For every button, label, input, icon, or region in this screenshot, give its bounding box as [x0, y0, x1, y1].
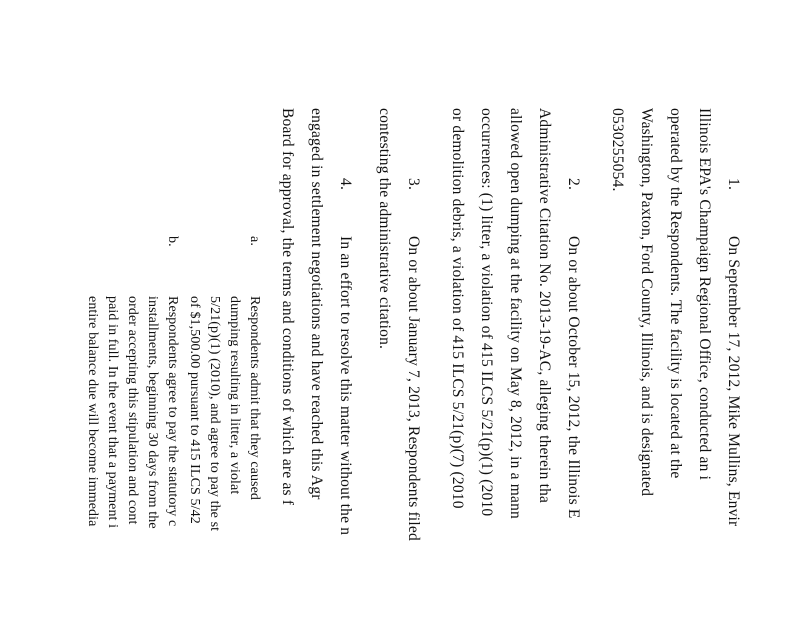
paragraph-2-line: Administrative Citation No. 2013-19-AC, alleging therein tha	[536, 108, 553, 504]
paragraph-1-line: Illinois EPA's Champaign Regional Office, conducted an i	[696, 108, 713, 481]
subparagraph-a-line: dumping resulting in litter, a violat	[227, 296, 242, 495]
subparagraph-b-line: installments, beginning 30 days from the	[145, 296, 160, 529]
subparagraph-b-line: Respondents agree to pay the statutory c	[165, 296, 180, 527]
paragraph-3-line: On or about January 7, 2013, Respondents filed	[405, 236, 422, 541]
subparagraph-b-line: paid in full. In the event that a payment i	[105, 296, 120, 529]
paragraph-4-line: In an effort to resolve this matter without the n	[337, 236, 354, 536]
subparagraph-a-line: Respondents admit that they caused	[247, 296, 262, 501]
paragraph-2-number: 2.	[565, 178, 582, 191]
paragraph-1-number: 1.	[725, 178, 742, 191]
paragraph-1-line: operated by the Respondents. The facility is located at the	[667, 108, 684, 479]
paragraph-4-number: 4.	[337, 178, 354, 191]
paragraph-1-line: 0530255054.	[609, 108, 626, 192]
paragraph-2-line: On or about October 15, 2012, the Illinois E	[565, 236, 582, 519]
subparagraph-b-line: order accepting this stipulation and cont	[125, 296, 140, 525]
paragraph-2-line: or demolition debris, a violation of 415 ILCS 5/21(p)(7) (2010	[449, 108, 466, 509]
paragraph-1-line: Washington, Paxton, Ford County, Illinois, and is designated	[638, 108, 655, 497]
paragraph-2-line: occurrences: (1) litter, a violation of 415 ILCS 5/21(p)(1) (2010	[478, 108, 495, 517]
paragraph-2-line: allowed open dumping at the facility on May 8, 2012, in a mann	[507, 108, 524, 520]
subparagraph-a-line: 5/21(p)(1) (2010), and agree to pay the st	[207, 296, 222, 532]
paragraph-3-number: 3.	[405, 178, 422, 191]
paragraph-3-line: contesting the administrative citation.	[376, 108, 393, 350]
paragraph-1-line: On September 17, 2012, Mike Mullins, Envir	[725, 236, 742, 527]
subparagraph-a-line: of $1,500.00 pursuant to 415 ILCS 5/42	[187, 296, 202, 524]
subparagraph-a-letter: a.	[247, 236, 262, 246]
subparagraph-b-line: entire balance due will become immedia	[85, 296, 100, 527]
paragraph-4-line: engaged in settlement negotiations and have reached this Agr	[308, 108, 325, 500]
paragraph-4-line: Board for approval, the terms and conditions of which are as f	[279, 108, 296, 506]
subparagraph-b-letter: b.	[165, 236, 180, 247]
